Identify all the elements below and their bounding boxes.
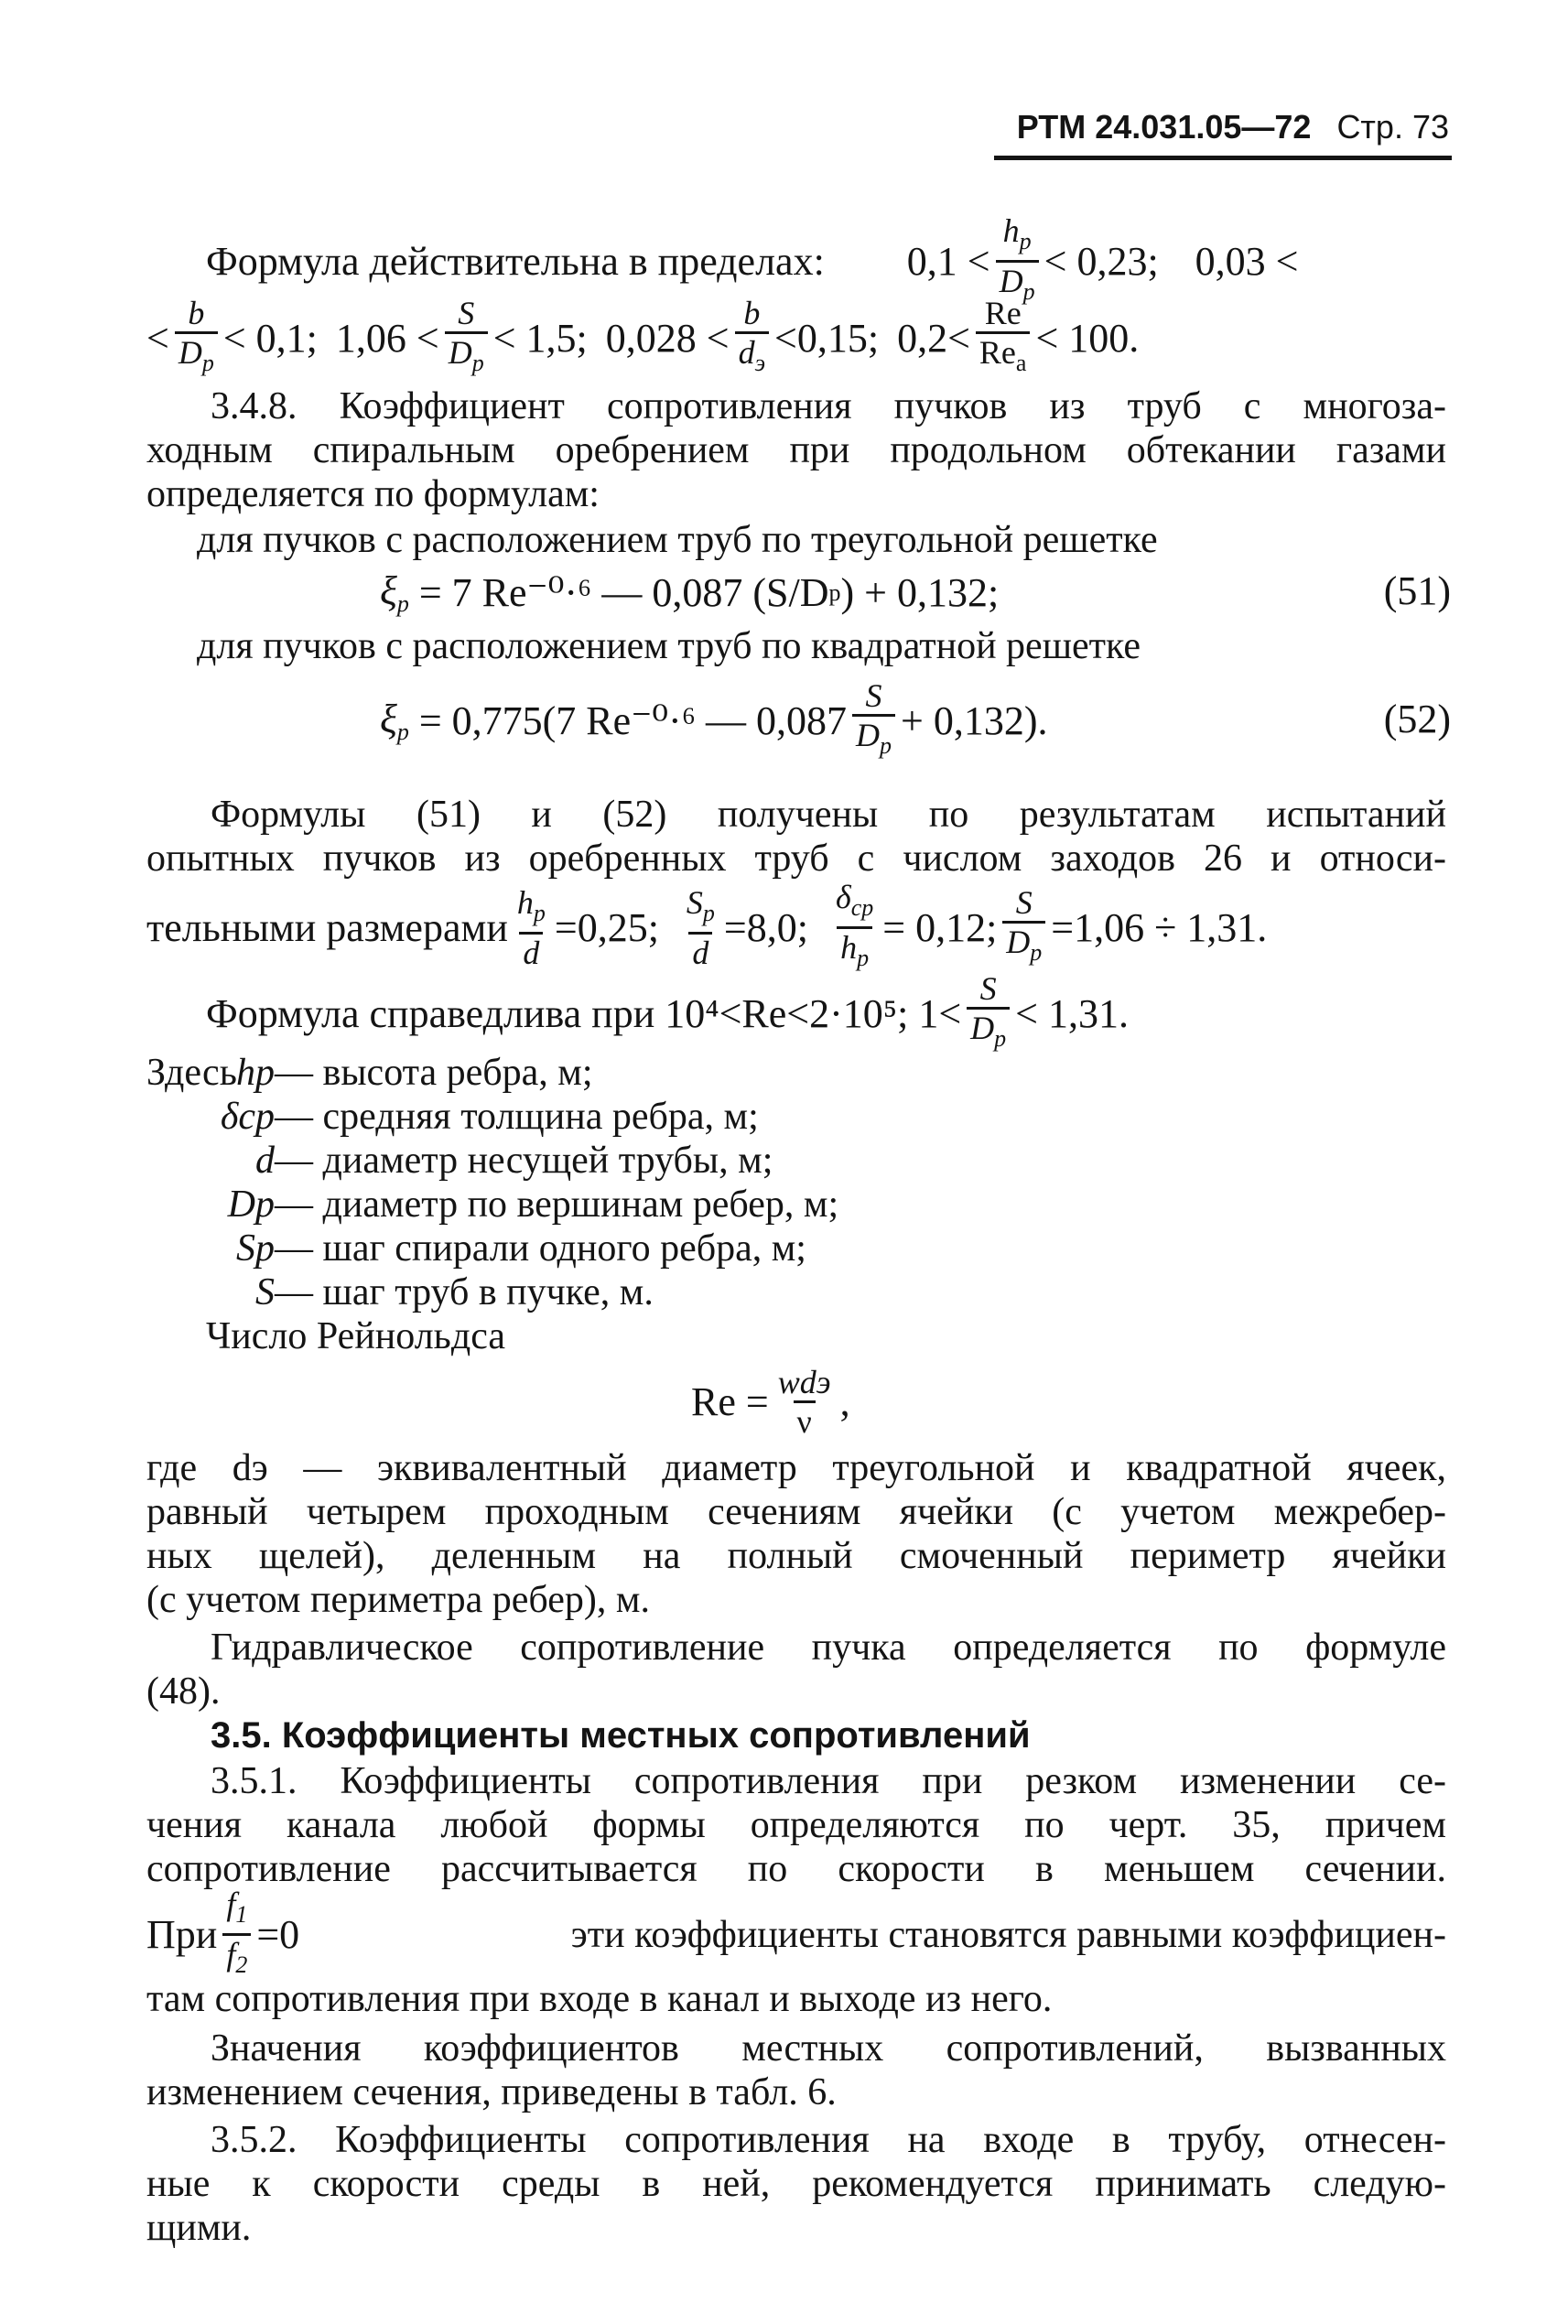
pri-word: При [146, 1912, 218, 1957]
equation-51-tail: ) + 0,132; [840, 570, 1000, 615]
para-2-line-1: Формулы (51) и (52) получены по результатам испытаний [211, 794, 1446, 836]
def-symbol: Dр [227, 1184, 275, 1226]
para-6-line-1: Значения коэффициентов местных сопротивлений, вызванных [211, 2027, 1446, 2070]
range-next: 0,03 < [1195, 239, 1299, 284]
equation-re-left: Re = [691, 1379, 769, 1424]
defs-intro: Здесь [146, 1052, 237, 1094]
validity-text: Формула действительна в пределах: [206, 239, 825, 284]
fraction-s-dp-2: $\frac{S}{D_р}$ [1002, 884, 1045, 971]
para-2-line-2: опытных пучков из оребренных труб с числом заходов 26 и относи- [146, 838, 1446, 880]
def-sp [156, 1227, 806, 1270]
para-4-line-2: равный четырем проходным сечениям ячейки (с учетом межребер- [146, 1491, 1446, 1533]
def-dcp [156, 1095, 759, 1139]
def-symbol: S [255, 1271, 275, 1313]
para-351-line-4 [146, 1886, 1446, 1984]
validity-re-tail: < 1,31. [1015, 991, 1129, 1036]
fraction-wde-nu [774, 1364, 835, 1440]
fraction-s-dp: $\frac{S}{D_р}$ [445, 295, 488, 382]
def-text: — высота ребра, м; [275, 1052, 593, 1094]
fraction-hp-dp: $\frac{h_р}{D_р}$ [996, 212, 1039, 310]
document-code: РТМ 24.031.05—72 [1016, 108, 1312, 146]
para-348-line-3: определяется по формулам: [146, 473, 600, 515]
def-s [156, 1270, 654, 1314]
para-352-line-2: ные к скорости среды в ней, рекомендуется принимать следую- [146, 2163, 1446, 2205]
para-351-line-1: 3.5.1. Коэффициенты сопротивления при резком изменении се- [211, 1760, 1446, 1802]
para-4-line-4: (с учетом периметра ребер), м. [146, 1579, 650, 1621]
fraction-dcp-hp: $\frac{\delta_{ср}}{h_р}$ [832, 879, 877, 977]
fraction-re-rea: $\frac{Re}{Re_a}$ [976, 295, 1031, 382]
para-351-line-2: чения канала любой формы определяются по черт. 35, причем [146, 1804, 1446, 1846]
fraction-s-dp-3: $\frac{S}{D_р}$ [967, 970, 1010, 1057]
page-number: Стр. 73 [1336, 108, 1449, 146]
def-text: — диаметр несущей трубы, м; [275, 1140, 773, 1182]
para-352-line-3: щими. [146, 2207, 252, 2249]
equation-52-number: (52) [1383, 697, 1451, 741]
equation-51-number: (51) [1383, 568, 1451, 613]
range-b-upper: <0,15; [774, 316, 880, 361]
def-symbol: hр [236, 1052, 275, 1094]
range-re-lower: 0,2< [897, 316, 970, 361]
equation-52-left: = 0,775(7 Re⁻⁰·⁶ — 0,087 [418, 698, 848, 743]
f1-f2-expression [146, 1886, 299, 1984]
value-s-dp: =1,06 ÷ 1,31. [1051, 905, 1268, 950]
equation-51-body: = 7 Re⁻⁰·⁶ — 0,087 (S/D [418, 570, 829, 615]
para-4-line-1: где dэ — эквивалентный диаметр треугольной и квадратной ячеек, [146, 1447, 1446, 1489]
def-text: — шаг спирали одного ребра, м; [275, 1227, 806, 1270]
def-hp [156, 1051, 593, 1095]
validity-re-line [206, 970, 1129, 1057]
re-denominator: ν [794, 1400, 816, 1440]
para-352-line-1: 3.5.2. Коэффициенты сопротивления на входе в трубу, отнесен- [211, 2119, 1446, 2161]
fraction-sp-d: $\frac{S_р}{d}$ [686, 884, 715, 971]
equation-52: $\xi_р$ = 0,775(7 Re⁻⁰·⁶ — 0,087 $\frac{S}{D_р}$ + 0,132). [380, 677, 1048, 764]
validity-re-text: Формула справедлива при 10⁴<Re<2·10⁵; 1< [206, 991, 962, 1036]
page-header [1017, 108, 1449, 146]
value-sp-d: =8,0; [723, 905, 808, 950]
para-348-line-5: для пучков с расположением труб по квадратной решетке [197, 625, 1141, 667]
fraction-hp-d: $\frac{h_р}{d}$ [516, 884, 546, 971]
equation-52-right: + 0,132). [901, 698, 1048, 743]
para-348-line-4: для пучков с расположением труб по треугольной решетке [197, 519, 1158, 561]
relative-dimensions-line [146, 879, 1267, 977]
f1-f2-value: =0 [256, 1912, 300, 1957]
fraction-f1-f2: $\frac{f_1}{f_2}$ [222, 1886, 251, 1984]
equation-re [691, 1364, 850, 1440]
para-2-line-3: тельными размерами [146, 905, 508, 950]
range-re-upper: < 100. [1035, 316, 1140, 361]
def-dp [156, 1183, 838, 1227]
para-351-line-4-text: эти коэффициенты становятся равными коэффициен- [570, 1913, 1446, 1956]
value-hp-d: =0,25; [554, 905, 659, 950]
reynolds-label: Число Рейнольдса [206, 1315, 505, 1357]
range-lower: 0,1 < [906, 239, 990, 284]
def-d [156, 1139, 773, 1183]
def-text: — шаг труб в пучке, м. [275, 1271, 654, 1313]
def-symbol: d [255, 1140, 275, 1182]
header-rule [994, 156, 1452, 160]
def-symbol: Sр [236, 1227, 275, 1270]
def-symbol: δср [220, 1096, 275, 1138]
value-dcp-hp: = 0,12; [882, 905, 998, 950]
range-upper: < 0,23; [1044, 239, 1159, 284]
def-text: — средняя толщина ребра, м; [275, 1096, 759, 1138]
range-b-lower: 0,028 < [605, 316, 730, 361]
equation-51: $\xi_р$ = 7 Re⁻⁰·⁶ — 0,087 (S/D р ) + 0,132; [380, 568, 1000, 617]
para-348-line-1: 3.4.8. Коэффициент сопротивления пучков из труб с многоза- [211, 385, 1446, 427]
fraction-s-dp-52: $\frac{S}{D_р}$ [852, 677, 895, 764]
equation-re-tail: , [839, 1379, 850, 1424]
range-s-upper: < 1,5; [492, 316, 588, 361]
def-text: — диаметр по вершинам ребер, м; [275, 1184, 839, 1226]
para-4-line-3: ных щелей), деленным на полный смоченный периметр ячейки [146, 1535, 1446, 1577]
para-351-line-5: там сопротивления при входе в канал и выходе из него. [146, 1978, 1053, 2020]
fraction-b-de: $\frac{b}{d_э}$ [735, 295, 769, 382]
para-5-line-2: (48). [146, 1670, 221, 1713]
section-3-5-heading: 3.5. Коэффициенты местных сопротивлений [211, 1715, 1031, 1756]
range-s-lower: 1,06 < [335, 316, 439, 361]
para-348-line-2: ходным спиральным оребрением при продольном обтекании газами [146, 429, 1446, 471]
validity-line-2: < $\frac{b}{D_р}$ < 0,1; 1,06 < $\frac{S}{D_р}$ < 1,5; 0,028 < $\frac{b}{d_э}$ <0,15; 0,2< $\frac{Re}{Re_a}$ < 100. [146, 295, 1139, 382]
para-351-line-3: сопротивление рассчитывается по скорости в меньшем сечении. [146, 1848, 1446, 1890]
fraction-b-dp: $\frac{b}{D_р}$ [175, 295, 218, 382]
para-6-line-2: изменением сечения, приведены в табл. 6. [146, 2071, 837, 2113]
range-b-dp: < 0,1; [222, 316, 318, 361]
para-5-line-1: Гидравлическое сопротивление пучка определяется по формуле [211, 1627, 1446, 1669]
re-numerator: wdэ [777, 1364, 831, 1400]
